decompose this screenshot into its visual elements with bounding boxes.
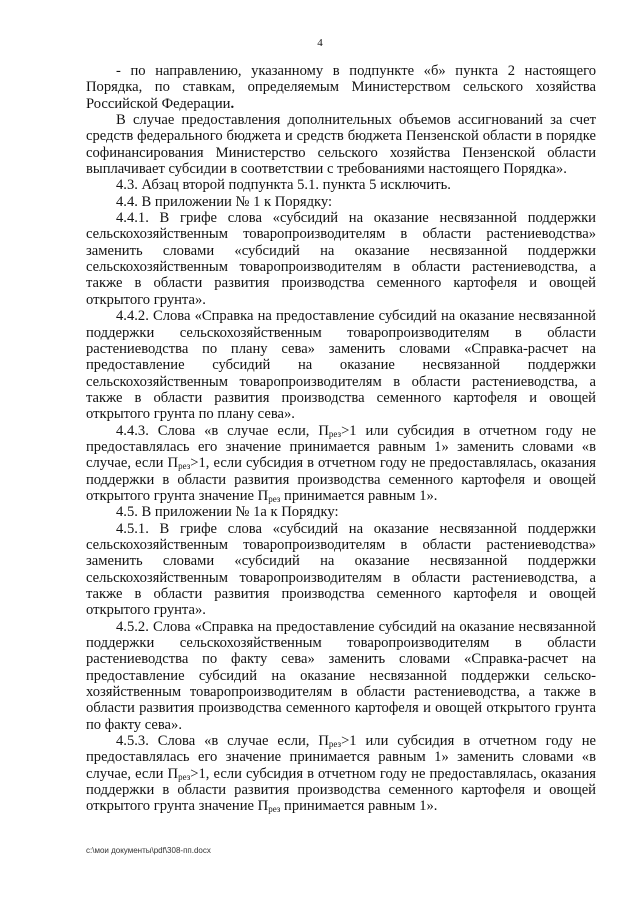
paragraph-p11 (86, 733, 596, 815)
paragraph-p2 (86, 112, 596, 177)
paragraph-p1 (86, 63, 596, 112)
text-run: 4.5.2. Слова «Справка на предоставление субсидий на оказание несвязанной поддержки сельскохозяйственным товаропроизводителям в области растениеводства по факту сева» заменить словами «Справка-расчет на предоставление субсидий на оказание несвязанной поддержки сельско-хозяйственным товаропроизводителям в области растениеводства, а также в области развития производства семенного картофеля и овощей открытого грунта по факту сева». (86, 618, 596, 733)
text-run: - по направлению, указанному в подпункте «б» пункта 2 настоящего Порядка, по ставкам, определяемым Министерством сельского хозяйства Российской Федерации (86, 63, 596, 112)
paragraph-p8 (86, 504, 596, 520)
text-run: 4.4.1. В грифе слова «субсидий на оказание несвязанной поддержки сельскохозяйственным товаропроизводителям в области растениеводства» заменить словами «субсидий на оказание несвязанной поддержки сельскохозяйственным товаропроизводителям в области растениеводства, а также в области развития производства семенного картофеля и овощей открытого грунта». (86, 210, 596, 308)
text-run: 4.3. Абзац второй подпункта 5.1. пункта 5 исключить. (116, 177, 451, 194)
text-run: 4.4.3. Слова «в случае если, П (116, 422, 329, 439)
text-run: >1 или субсидия в отчетном году не предоставлялась его значение принимается равным 1» заменить словами «в случае, если П (86, 733, 596, 782)
text-run: 4.5.1. В грифе слова «субсидий на оказание несвязанной поддержки сельскохозяйственным товаропроизводителям в области растениеводства» заменить словами «субсидий на оказание несвязанной поддержки сельскохозяйственным товаропроизводителям в области растениеводства, а также в области развития производства семенного картофеля и овощей открытого грунта». (86, 520, 596, 619)
text-run: >1 или субсидия в отчетном году не предоставлялась его значение принимается равным 1» заменить словами «в случае, если П (86, 422, 596, 472)
paragraph-p4 (86, 194, 596, 210)
text-run: принимается равным 1». (280, 487, 438, 504)
page-number: 4 (317, 37, 323, 49)
subscript-text: рез (328, 428, 342, 439)
paragraph-p3 (86, 177, 596, 193)
paragraph-p10 (86, 619, 596, 733)
file-path-footer: c:\мои документы\pdf\308-пп.docx (86, 846, 211, 855)
text-run: 4.4.2. Слова «Справка на предоставление субсидий на оказание несвязанной поддержки сельскохозяйственным товаропроизводителям в области растениеводства по плану сева» заменить словами «Справка-расчет на предоставление субсидий на оказание несвязанной поддержки сельскохозяйственным товаропроизводителям в области растениеводства, а также в области развития производства семенного картофеля и овощей открытого грунта по плану сева». (86, 308, 596, 423)
text-run: 4.4. В приложении № 1 к Порядку: (116, 193, 333, 210)
text-run: принимается равным 1». (280, 798, 438, 815)
subscript-text: рез (268, 804, 281, 815)
subscript-text: рез (178, 461, 191, 472)
paragraph-p9 (86, 521, 596, 619)
paragraph-p5 (86, 210, 596, 308)
text-run: >1, если субсидия в отчетном году не предоставлялась, оказания поддержки в области развития производства семенного картофеля и овощей открытого грунта значение П (86, 765, 597, 815)
paragraph-p6 (86, 308, 596, 422)
subscript-text: рез (328, 739, 342, 750)
subscript-text: рез (268, 493, 281, 504)
text-run: В случае предоставления дополнительных объемов ассигнований за счет средств федерального бюджета и средств бюджета Пензенской области в порядке софинансирования Министерство сельского хозяйства Пензенской области выплачивает субсидии в соответствии с требованиями настоящего Порядка». (86, 112, 596, 178)
text-run: >1, если субсидия в отчетном году не предоставлялась, оказания поддержки в области развития производства семенного картофеля и овощей открытого грунта значение П (86, 455, 597, 504)
text-run: 4.5.3. Слова «в случае если, П (116, 733, 329, 750)
paragraph-p7 (86, 423, 596, 505)
document-body (86, 63, 596, 815)
bold-text: . (230, 95, 235, 112)
text-run: 4.5. В приложении № 1а к Порядку: (116, 504, 339, 521)
subscript-text: рез (178, 771, 191, 782)
